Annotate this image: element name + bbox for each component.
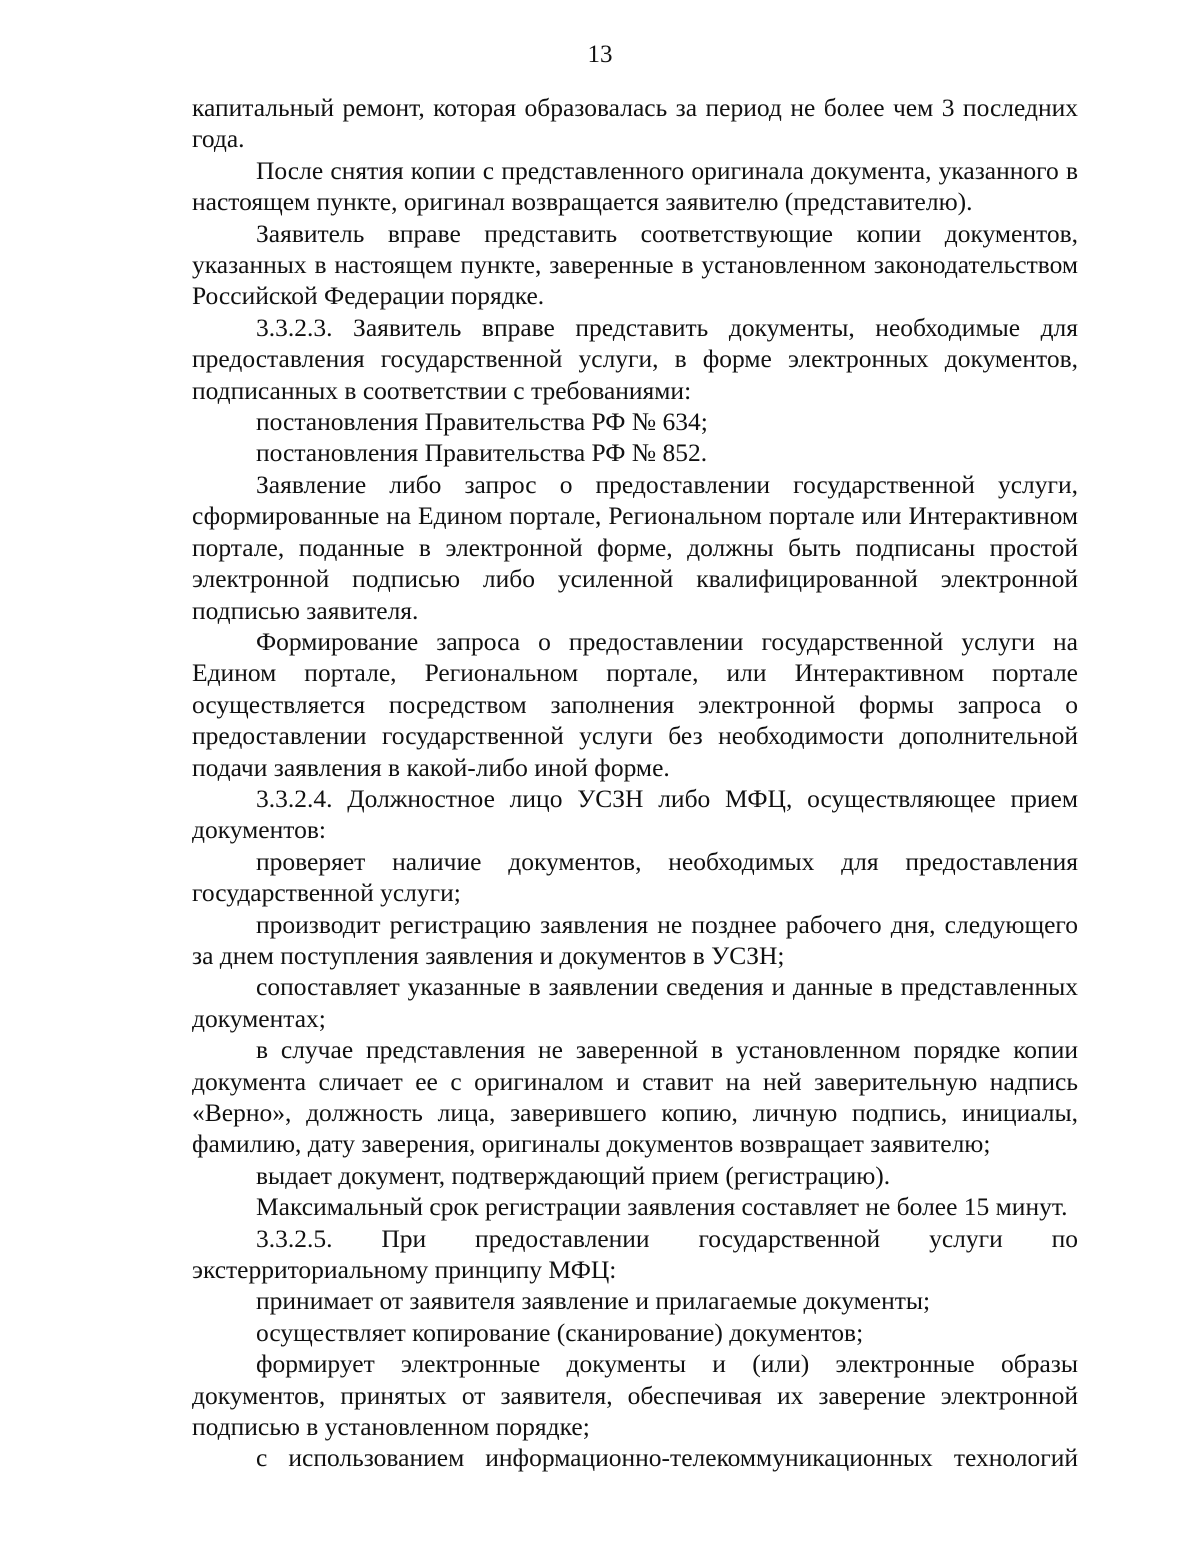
paragraph: постановления Правительства РФ № 852. [256, 438, 708, 468]
paragraph: 3.3.2.4. Должностное лицо УСЗН либо МФЦ, осуществляющее прием документов: [192, 783, 1078, 845]
paragraph: Максимальный срок регистрации заявления составляет не более 15 минут. [256, 1192, 1068, 1222]
paragraph: Формирование запроса о предоставлении государственной услуги на Едином портале, Региональном портале, или Интерактивном портале осуществляется посредством заполнения электронной формы запроса о предоставлении государственной услуги без необходимости дополнительной подачи заявления в какой-либо иной форме. [192, 626, 1078, 782]
paragraph: производит регистрацию заявления не позднее рабочего дня, следующего за днем поступления заявления и документов в УСЗН; [192, 909, 1078, 970]
document-body [192, 92, 1078, 1474]
paragraph: После снятия копии с представленного оригинала документа, указанного в настоящем пункте, оригинал возвращается заявителю (представителю). [192, 155, 1078, 217]
paragraph: осуществляет копирование (сканирование) документов; [256, 1317, 864, 1347]
paragraph: 3.3.2.3. Заявитель вправе представить документы, необходимые для предоставления государственной услуги, в форме электронных документов, подписанных в соответствии с требованиями: [192, 312, 1078, 405]
paragraph: выдает документ, подтверждающий прием (регистрацию). [256, 1160, 891, 1190]
paragraph: 3.3.2.5. При предоставлении государственной услуги по экстерриториальному принципу МФЦ: [192, 1223, 1078, 1285]
page-number: 13 [587, 41, 613, 68]
paragraph: в случае представления не заверенной в установленном порядке копии документа сличает ее с оригиналом и ставит на ней заверительную надпись «Верно», должность лица, заверившего копию, личную подпись, инициалы, фамилию, дату заверения, оригиналы документов возвращает заявителю; [192, 1035, 1078, 1159]
paragraph: Заявление либо запрос о предоставлении государственной услуги, сформированные на Едином портале, Региональном портале или Интерактивном портале, поданные в электронной форме, должны быть подписаны простой электронной подписью либо усиленной квалифицированной электронной подписью заявителя. [192, 469, 1078, 625]
paragraph: постановления Правительства РФ № 634; [256, 407, 708, 437]
paragraph: с использованием информационно-телекоммуникационных технологий [256, 1443, 1078, 1473]
paragraph: капитальный ремонт, которая образовалась за период не более чем 3 последних года. [192, 93, 1078, 154]
paragraph: принимает от заявителя заявление и прилагаемые документы; [256, 1286, 931, 1316]
paragraph: Заявитель вправе представить соответствующие копии документов, указанных в настоящем пункте, заверенные в установленном законодательством Российской Федерации порядке. [192, 218, 1078, 311]
paragraph: сопоставляет указанные в заявлении сведения и данные в представленных документах; [192, 972, 1078, 1033]
paragraph: формирует электронные документы и (или) электронные образы документов, принятых от заявителя, обеспечивая их заверение электронной подписью в установленном порядке; [192, 1349, 1078, 1442]
paragraph: проверяет наличие документов, необходимых для предоставления государственной услуги; [192, 846, 1078, 908]
